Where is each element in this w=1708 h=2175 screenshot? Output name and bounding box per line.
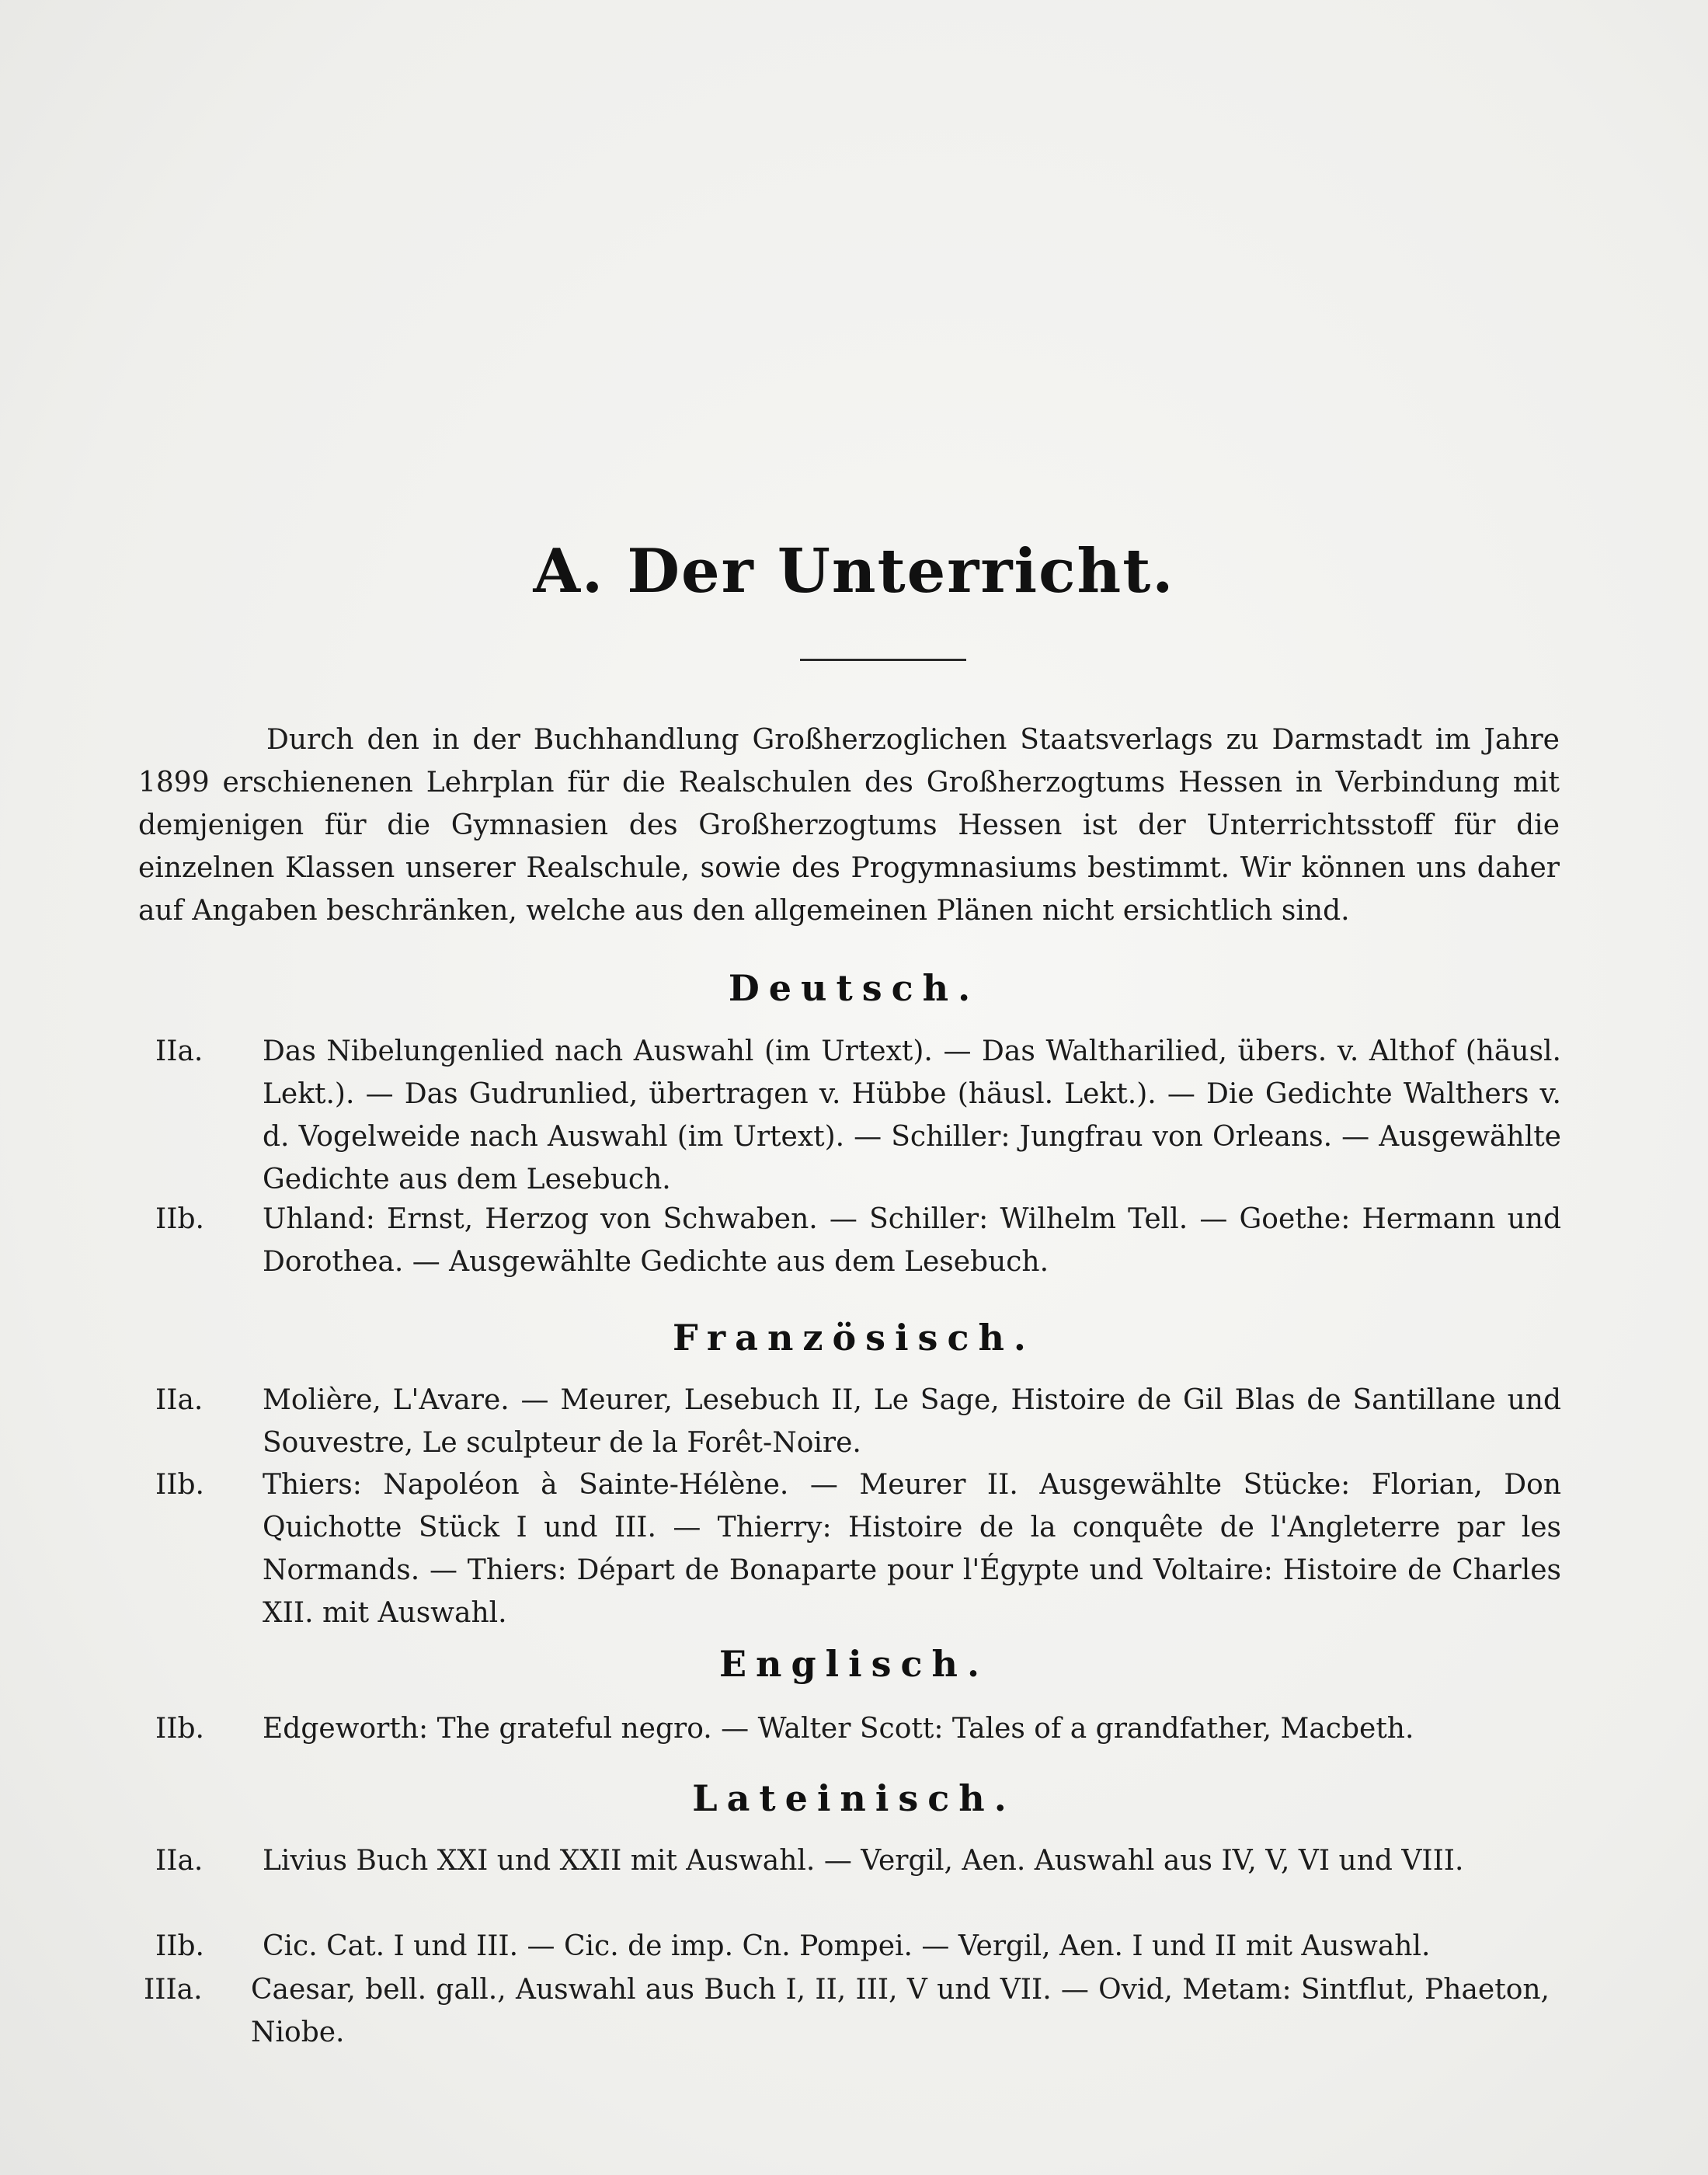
- entry-deutsch-iia: [155, 1030, 1561, 1201]
- class-label: IIb.: [155, 1930, 204, 1962]
- entry-deutsch-iib: [155, 1198, 1561, 1283]
- page-title: A. Der Unterricht.: [533, 536, 1175, 607]
- class-label: IIb.: [155, 1203, 204, 1235]
- entry-franzoesisch-iib: [155, 1463, 1561, 1634]
- class-label: IIa.: [155, 1035, 203, 1067]
- entry-englisch-iib: [155, 1707, 1561, 1750]
- class-label: IIb.: [155, 1713, 204, 1745]
- section-heading-deutsch: Deutsch.: [728, 967, 980, 1009]
- title-divider: [800, 659, 966, 661]
- entry-text: Caesar, bell. gall., Auswahl aus Buch I, II, III, V und VII. — Ovid, Metam: Sintflut, Phaeton, Niobe.: [251, 1974, 1550, 2048]
- class-label: IIa.: [155, 1845, 203, 1877]
- entry-text: Das Nibelungenlied nach Auswahl (im Urtext). — Das Waltharilied, übers. v. Althof (häusl. Lekt.). — Das Gudrunlied, übertragen v. Hübbe (häusl. Lekt.). — Die Gedichte Walthers v. d. Vogelweide nach Auswahl (im Urtext). — Schiller: Jungfrau von Orleans. — Ausgewählte Gedichte aus dem Lesebuch.: [263, 1035, 1561, 1195]
- entry-text: Thiers: Napoléon à Sainte-Hélène. — Meurer II. Ausgewählte Stücke: Florian, Don Quichotte Stück I und III. — Thierry: Histoire de la conquête de l'Angleterre par les Normands. — Thiers: Départ de Bonaparte pour l'Égypte und Voltaire: Histoire de Charles XII. mit Auswahl.: [263, 1469, 1561, 1629]
- entry-text: Cic. Cat. I und III. — Cic. de imp. Cn. Pompei. — Vergil, Aen. I und II mit Auswahl.: [263, 1930, 1431, 1962]
- section-heading-lateinisch: Lateinisch.: [692, 1777, 1016, 1819]
- entry-text: Livius Buch XXI und XXII mit Auswahl. — Vergil, Aen. Auswahl aus IV, V, VI und VIII.: [263, 1845, 1464, 1877]
- class-label: IIb.: [155, 1469, 204, 1501]
- class-label: IIIa.: [144, 1974, 203, 2006]
- entry-lateinisch-iiia: [144, 1968, 1550, 2054]
- entry-text: Molière, L'Avare. — Meurer, Lesebuch II, Le Sage, Histoire de Gil Blas de Santillane und Souvestre, Le sculpteur de la Forêt-Noire.: [263, 1384, 1561, 1459]
- entry-franzoesisch-iia: [155, 1379, 1561, 1464]
- class-label: IIa.: [155, 1384, 203, 1416]
- section-heading-franzoesisch: Französisch.: [673, 1317, 1035, 1359]
- section-heading-englisch: Englisch.: [719, 1643, 989, 1685]
- entry-text: Edgeworth: The grateful negro. — Walter Scott: Tales of a grandfather, Macbeth.: [263, 1713, 1414, 1745]
- entry-lateinisch-iib: [155, 1925, 1561, 1968]
- entry-lateinisch-iia: [155, 1839, 1561, 1882]
- intro-paragraph: Durch den in der Buchhandlung Großherzoglichen Staatsverlags zu Darmstadt im Jahre 1899 erschienenen Lehrplan für die Realschulen des Großherzogtums Hessen in Verbindung mit demjenigen für die Gymnasien des Großherzogtums Hessen ist der Unterrichtsstoff für die einzelnen Klassen unserer Realschule, sowie des Progymnasiums bestimmt. Wir können uns daher auf Angaben beschränken, welche aus den allgemeinen Plänen nicht ersichtlich sind.: [138, 724, 1560, 927]
- entry-text: Uhland: Ernst, Herzog von Schwaben. — Schiller: Wilhelm Tell. — Goethe: Hermann und Dorothea. — Ausgewählte Gedichte aus dem Lesebuch.: [263, 1203, 1561, 1278]
